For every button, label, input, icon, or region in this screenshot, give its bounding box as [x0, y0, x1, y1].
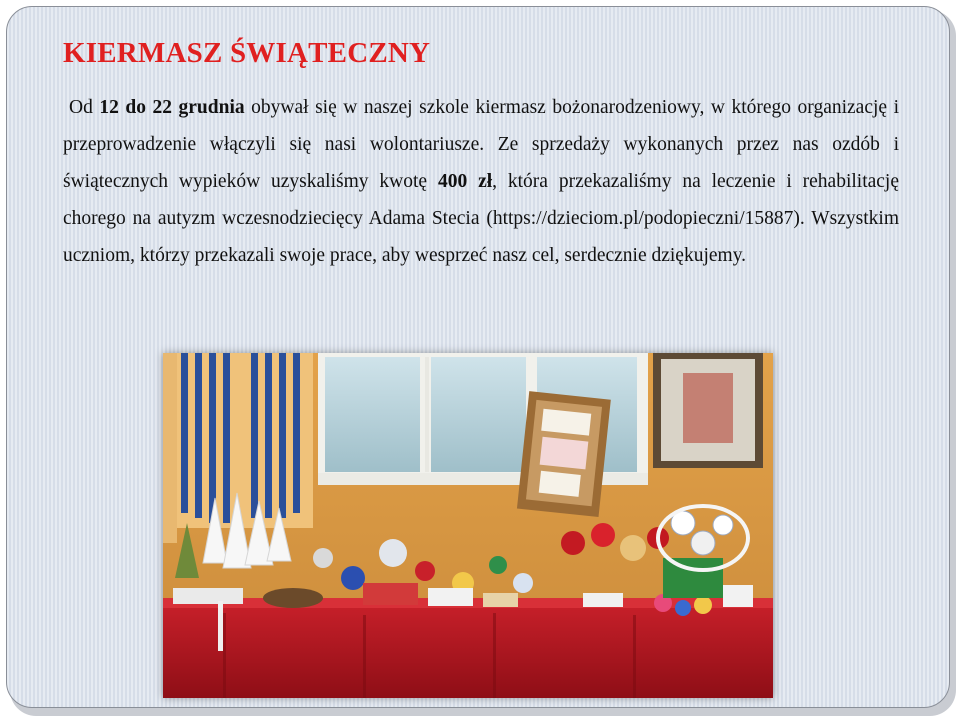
slide-title: KIERMASZ ŚWIĄTECZNY [63, 37, 431, 69]
photo-illustration [163, 353, 773, 698]
paragraph-text-1: Od [69, 97, 100, 118]
slide-paragraph [63, 89, 899, 274]
tablecloth [163, 603, 773, 698]
green-card [663, 558, 723, 598]
ribbon [218, 601, 223, 651]
paragraph-text-3: , która przekazaliśmy na leczenie i rehabilitację chorego na autyzm wczesnodziecięcy Adama Stecia (https://dzieciom.pl/podopieczni/15887). Wszystkim uczniom, którzy przekazali swoje prace, aby wesprzeć nasz cel, serdecznie dziękujemy. [63, 171, 900, 266]
paragraph-amount: 400 zł [437, 171, 493, 192]
slide [6, 6, 950, 708]
paragraph-text-2: obywał się w naszej szkole kiermasz bożonarodzeniowy, w którego organizację i przeprowadzenie włączyli się nasi wolontariusze. Ze sprzedaży wykonanych przez nas ozdób i świątecznych wypieków uzyskaliśmy kwotę [63, 97, 899, 192]
christmas-fair-photo [163, 353, 773, 698]
paragraph-dates: 12 do 22 grudnia [99, 97, 245, 118]
